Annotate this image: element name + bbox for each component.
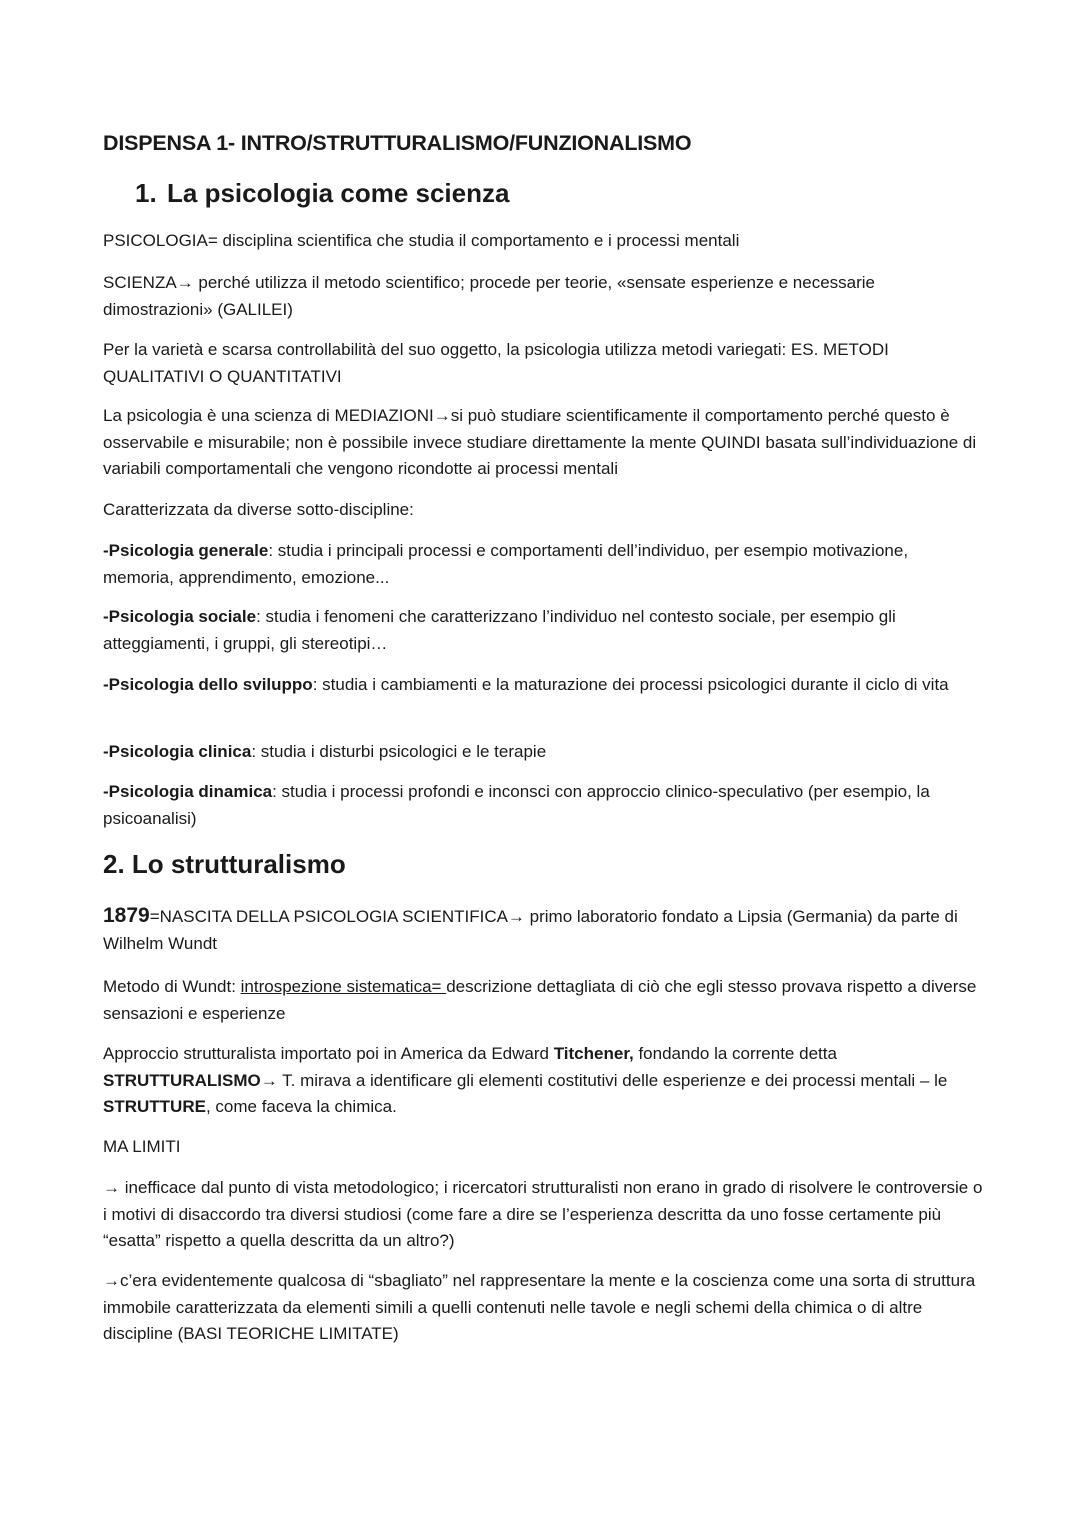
paragraph-scienza: SCIENZA→ perché utilizza il metodo scientifico; procede per teorie, «sensate esperienze e necessarie dimostrazioni» (GALILEI)	[103, 273, 875, 319]
year-1879: 1879	[103, 904, 150, 927]
section-1-number: 1.	[135, 178, 157, 208]
approccio-text: → T. mirava a identificare gli elementi costitutivi delle esperienze e dei processi mentali – le	[260, 1070, 948, 1090]
paragraph-mediazioni: La psicologia è una scienza di MEDIAZIONI→si può studiare scientificamente il comportamento perché questo è osservabile e misurabile; non è possibile invece studiare direttamente la mente QUINDI basata sull’individuazione di variabili comportamentali che vengono ricondotte ai processi mentali	[103, 406, 977, 478]
paragraph-limite-2: →c’era evidentemente qualcosa di “sbagliato” nel rappresentare la mente e la coscienza come una sorta di struttura immobile caratterizzata da elementi simili a quelli contenuti nelle tavole e negli schemi della chimica o di altre discipline (BASI TEORICHE LIMITATE)	[103, 1271, 976, 1343]
subdiscipline-name: -Psicologia generale	[103, 541, 269, 560]
subdiscipline-item	[103, 779, 983, 832]
subdiscipline-name: -Psicologia sociale	[103, 607, 257, 626]
limiti-label: MA LIMITI	[103, 1137, 181, 1156]
document-title: DISPENSA 1- INTRO/STRUTTURALISMO/FUNZIONALISMO	[103, 131, 692, 155]
subdiscipline-desc: : studia i processi profondi e inconsci con approccio clinico-speculativo (per esempio, la psicoanalisi)	[103, 782, 930, 828]
metodo-underlined: introspezione sistematica=	[240, 977, 447, 996]
section-1-title: La psicologia come scienza	[167, 178, 510, 208]
subdiscipline-desc: : studia i disturbi psicologici e le terapie	[251, 742, 547, 761]
metodo-prefix: Metodo di Wundt:	[103, 977, 241, 996]
approccio-text: Approccio strutturalista importato poi in America da Edward	[103, 1044, 554, 1063]
section-1-heading	[135, 178, 983, 209]
metodo-text: descrizione dettagliata di ciò che egli stesso provava rispetto a diverse sensazioni e esperienze	[103, 977, 977, 1023]
strutturalismo-term: STRUTTURALISMO	[103, 1070, 261, 1090]
nascita-label: =NASCITA DELLA PSICOLOGIA SCIENTIFICA→	[149, 907, 525, 926]
titchener: Titchener,	[553, 1044, 634, 1063]
subdiscipline-item	[103, 604, 983, 657]
paragraph-psicologia: PSICOLOGIA= disciplina scientifica che studia il comportamento e i processi mentali	[103, 231, 740, 250]
subdiscipline-desc: : studia i fenomeni che caratterizzano l’individuo nel contesto sociale, per esempio gli atteggiamenti, i gruppi, gli stereotipi…	[103, 607, 896, 653]
approccio-text: fondando la corrente detta	[633, 1044, 837, 1063]
subdiscipline-name: -Psicologia dinamica	[103, 782, 273, 801]
paragraph-nascita	[103, 903, 983, 957]
subdiscipline-item	[103, 739, 983, 766]
paragraph-varieta: Per la varietà e scarsa controllabilità del suo oggetto, la psicologia utilizza metodi variegati: ES. METODI QUALITATIVI O QUANTITATIVI	[103, 340, 889, 386]
paragraph-metodo-wundt	[103, 974, 983, 1027]
paragraph-sotto-discipline: Caratterizzata da diverse sotto-discipline:	[103, 500, 414, 519]
subdiscipline-name: -Psicologia clinica	[103, 742, 252, 761]
subdiscipline-item	[103, 538, 983, 591]
nascita-text: primo laboratorio fondato a Lipsia (Germania) da parte di Wilhelm Wundt	[103, 907, 958, 953]
approccio-text: , come faceva la chimica.	[205, 1097, 397, 1116]
subdiscipline-desc: : studia i cambiamenti e la maturazione dei processi psicologici durante il ciclo di vita	[312, 675, 949, 694]
subdiscipline-desc: : studia i principali processi e comportamenti dell’individuo, per esempio motivazione, memoria, apprendimento, emozione...	[103, 541, 909, 587]
paragraph-approccio	[103, 1041, 983, 1121]
strutture-term: STRUTTURE	[103, 1097, 206, 1116]
subdiscipline-item	[103, 672, 983, 699]
section-2-heading: 2. Lo strutturalismo	[103, 849, 346, 879]
paragraph-limite-1: → inefficace dal punto di vista metodologico; i ricercatori strutturalisti non erano in grado di risolvere le controversie o i motivi di disaccordo tra diversi studiosi (come fare a dire se l’esperienza descritta da uno fosse certamente più “esatta” rispetto a quella descritta da un altro?)	[103, 1178, 983, 1250]
subdiscipline-name: -Psicologia dello sviluppo	[103, 675, 313, 694]
